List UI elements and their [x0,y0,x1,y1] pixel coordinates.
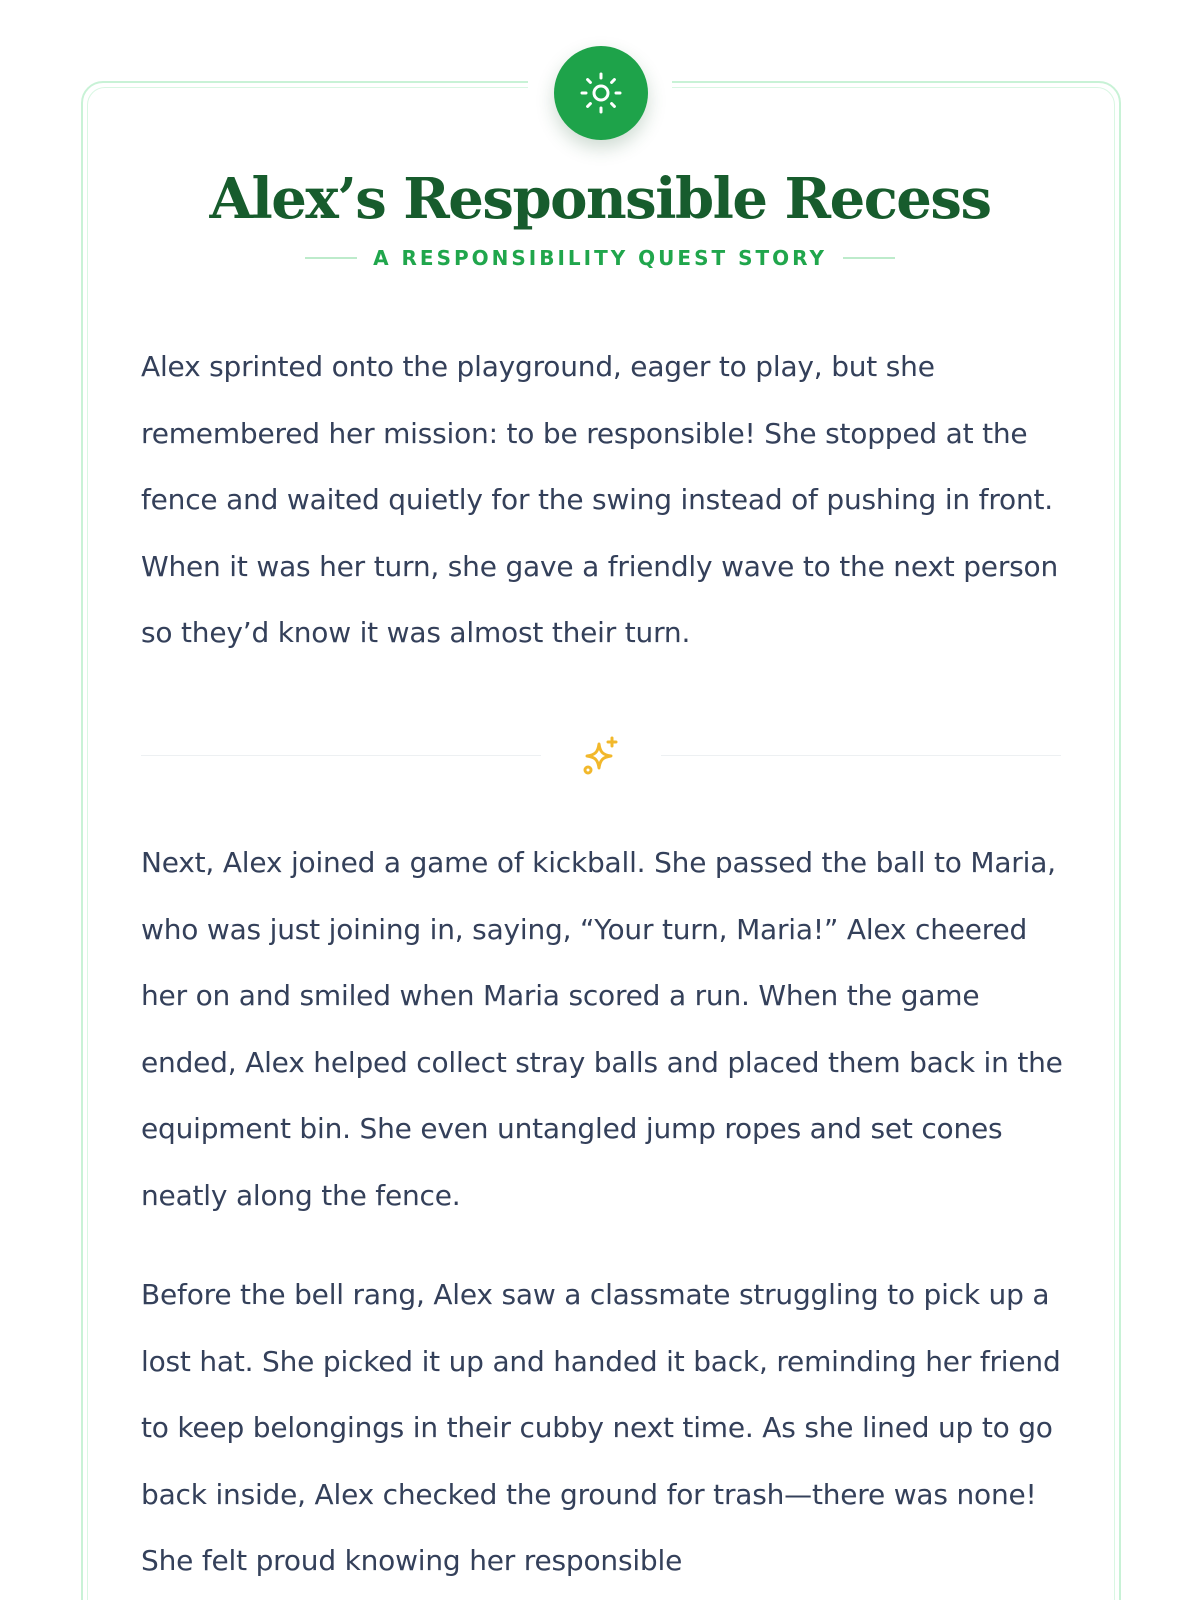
story-subtitle: A RESPONSIBILITY QUEST STORY [373,246,827,270]
sun-badge [554,46,648,140]
sparkles-icon [579,734,623,778]
subtitle-row [0,246,1200,270]
section-divider [141,726,1061,766]
story-paragraph-2: Next, Alex joined a game of kickball. She passed the ball to Maria, who was just joining in, saying, “Your turn, Maria!” Alex cheered her on and smiled when Maria scored a run. When the game ended, Alex helped collect stray balls and placed them back in the equipment bin. She even untangled jump ropes and set cones neatly along the fence. [141,846,1063,1212]
divider-line-left [141,755,541,756]
subtitle-rule-right [843,257,895,259]
story-paragraph-3: Before the bell rang, Alex saw a classmate struggling to pick up a lost hat. She picked it up and handed it back, reminding her friend to keep belongings in their cubby next time. As she lined up to go back inside, Alex checked the ground for trash—there was none! She felt proud knowing her responsible [141,1278,1061,1577]
story-paragraph-1: Alex sprinted onto the playground, eager to play, but she remembered her mission: to be responsible! She stopped at the fence and waited quietly for the swing instead of pushing in front. When it was her turn, she gave a friendly wave to the next person so they’d know it was almost their turn. [141,350,1059,649]
story-title: Alex’s Responsible Recess [209,166,991,232]
divider-line-right [661,755,1061,756]
sun-icon [576,68,626,118]
subtitle-rule-left [305,257,357,259]
